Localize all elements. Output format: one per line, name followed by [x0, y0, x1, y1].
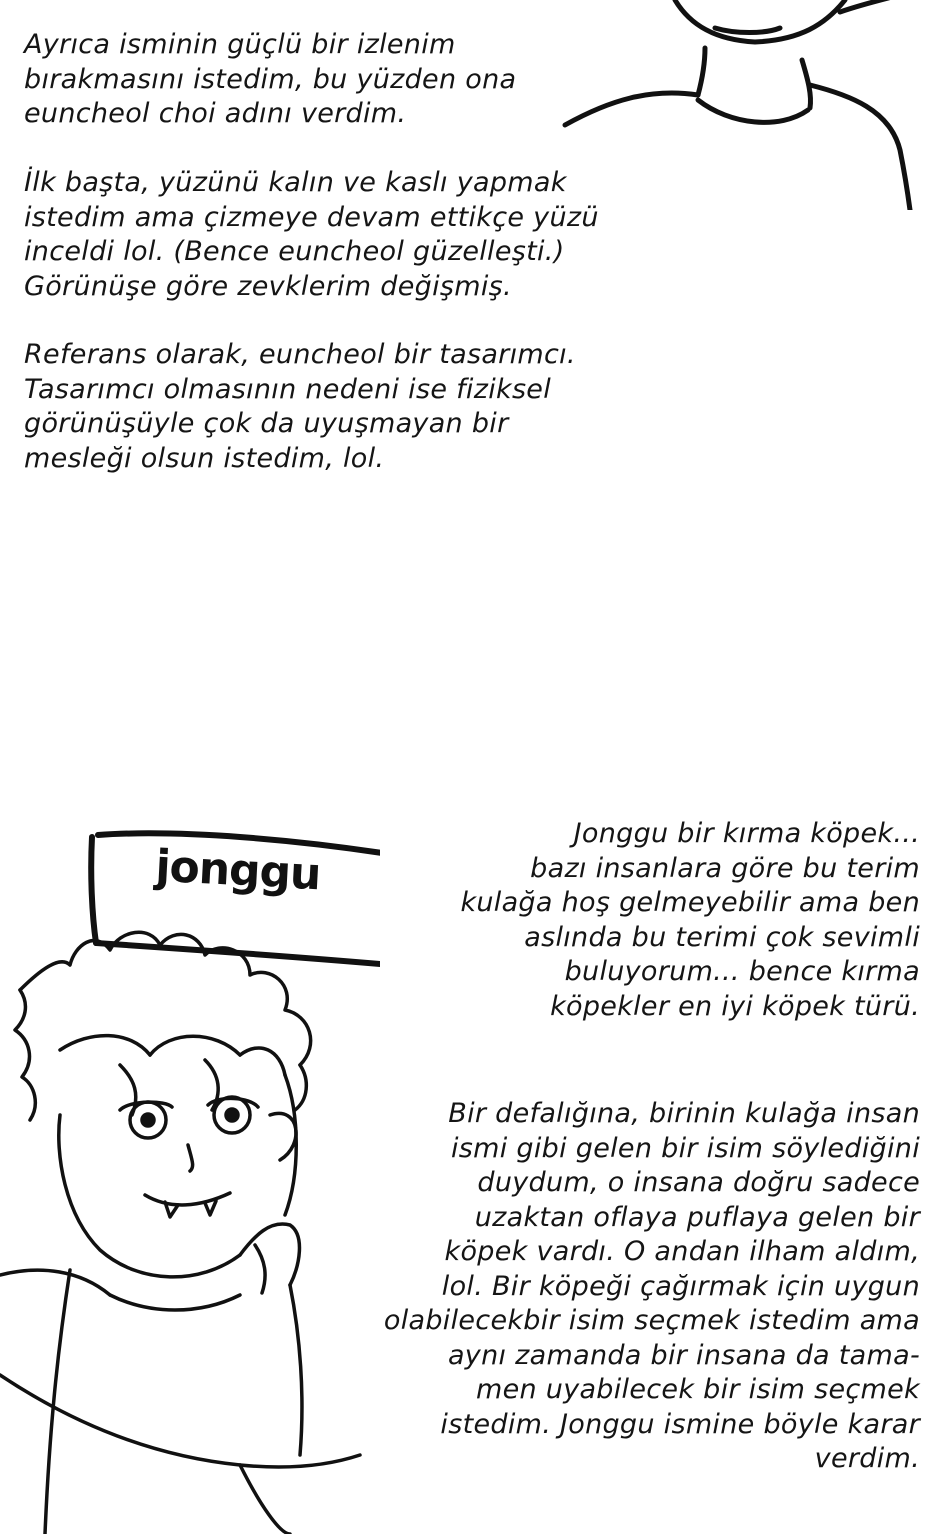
text-line: Bir defalığına, birinin kulağa insan [448, 1098, 920, 1129]
nametag-label: jonggu [154, 840, 322, 901]
text-line: istedim ama çizmeye devam ettikçe yüzü [24, 201, 599, 233]
text-line: olabilecekbir isim seçmek istedim ama [383, 1305, 920, 1336]
face-design-paragraph [24, 166, 599, 304]
text-line: uzaktan oflaya puflaya gelen bir [474, 1201, 920, 1233]
text-line: Referans olarak, euncheol bir tasarımcı. [24, 339, 576, 370]
text-line: men uyabilecek bir isim seçmek [475, 1374, 920, 1405]
text-line: aynı zamanda bir insana da tama- [447, 1339, 920, 1371]
mixed-breed-paragraph [460, 817, 920, 1024]
text-line: lol. Bir köpeği çağırmak için uygun [441, 1270, 920, 1302]
text-line: inceldi lol. (Bence euncheol güzelleşti.) [24, 236, 565, 267]
text-line: kulağa hoş gelmeyebilir ama ben [460, 887, 920, 918]
jonggu-sketch [0, 815, 380, 1534]
text-line: İlk başta, yüzünü kalın ve kaslı yapmak [24, 167, 567, 198]
text-line: bırakmasını istedim, bu yüzden ona [24, 63, 517, 95]
text-line: köpek vardı. O andan ilham aldım, [444, 1236, 920, 1267]
euncheol-sketch [540, 0, 940, 210]
text-line: görünüşüyle çok da uyuşmayan bir [24, 408, 509, 439]
text-line: Ayrıca isminin güçlü bir izlenim [24, 29, 456, 60]
name-origin-paragraph [384, 1097, 920, 1477]
text-line: istedim. Jonggu ismine böyle karar [440, 1408, 920, 1440]
text-line: köpekler en iyi köpek türü. [550, 990, 920, 1022]
text-line: mesleği olsun istedim, lol. [24, 442, 385, 474]
text-line: Jonggu bir kırma köpek... [573, 818, 920, 849]
designer-paragraph [24, 338, 576, 476]
text-line: Tasarımcı olmasının nedeni ise fiziksel [24, 373, 552, 405]
text-line: duydum, o insana doğru sadece [477, 1167, 920, 1198]
intro-paragraph [24, 28, 516, 132]
text-line: aslında bu terimi çok sevimli [524, 921, 920, 953]
text-line: buluyorum... bence kırma [564, 956, 920, 987]
text-line: Görünüşe göre zevklerim değişmiş. [24, 270, 512, 302]
text-line: bazı insanlara göre bu terim [530, 852, 920, 884]
text-line: euncheol choi adını verdim. [24, 98, 407, 129]
text-line: verdim. [814, 1443, 920, 1474]
text-line: ismi gibi gelen bir isim söylediğini [450, 1132, 920, 1164]
